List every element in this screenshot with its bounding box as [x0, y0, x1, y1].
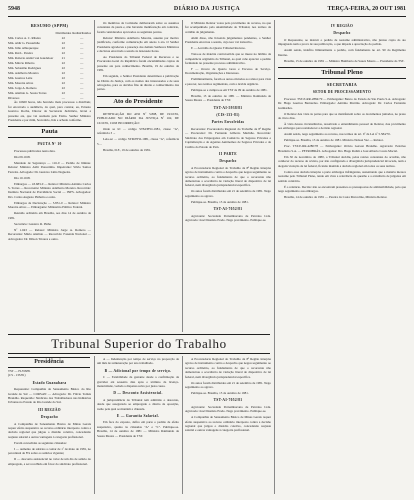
minister-name: Min. Adalberto Moreira	[8, 70, 39, 75]
paragraph: Embargos — 43.683-0 — Relator: Ministro Antônio Carlos S. Torres — Recorrente: Ministro Adalberto Moreira. Recorrido: Instituto Nacional de Previdência Social — INPS. Advogados: Drs. Carlos Augusto Pinheiro e outro.	[8, 181, 91, 199]
paragraph: Dia 09.10.81	[14, 154, 31, 159]
case-number: TST-AI-7052/81	[213, 207, 243, 212]
tst-column-2	[97, 357, 179, 494]
minister-name: Min. Júlio Albuquerque	[8, 45, 39, 50]
count-cell: —	[80, 40, 84, 45]
column-divider	[274, 20, 275, 494]
minister-name: Min. Aldir G. Passarinho	[8, 40, 40, 45]
case-reference: (CS - 133/81)	[8, 373, 26, 378]
count-cell: 22	[61, 85, 65, 90]
count-cell: 22	[61, 45, 65, 50]
paragraph: Brasília, D.F., 19 de outubro de 1981.	[103, 147, 151, 152]
count-cell: —	[80, 70, 84, 75]
column-divider	[182, 20, 183, 332]
subheading: E — Garantia Salarial.	[116, 414, 160, 419]
count-cell: —	[80, 60, 84, 65]
count-cell: —	[80, 85, 84, 90]
paragraph: Publique-se. Brasília, 13 de outubro de 1981. Ministro Nelson Vaz — Relator.	[284, 138, 384, 143]
paragraph: Preliminarmente, foram os autos enviados ao relator para vista e parecer, nos termos regimentais, com a devida urgência.	[185, 77, 271, 86]
paragraph: A — Indenização por tempo de serviço na proporção de um mês de remuneração por ano trabalhado.	[97, 357, 179, 366]
paragraph: Publique-se. Brasília, 15 de outubro de 1981.	[191, 391, 249, 396]
paragraph: Agravante: Sociedade Pernambucana de Petróleo Ltda. Agravado: José Dionísio Prado. Nego provimento. Publique-se.	[185, 404, 271, 414]
count-cell: —	[80, 90, 84, 95]
paragraph: Além disso, não havendo julgamentos pendentes, o Senhor Presidente encerrou a sessão, cujo teor vai transcrito.	[185, 35, 271, 45]
subheading: PAUTA Nº 10	[37, 142, 62, 147]
count-cell: 22	[61, 75, 65, 80]
paragraph: Secretário: Gustavo R. Pinho	[14, 221, 52, 226]
paragraph: O Requerente, ao instruir o pedido de reexame administrativo, não juntou cópia do ato impugnado nem a prova de sua publicação, o que impede a apreciação do pedido.	[278, 37, 406, 47]
paragraph: Em face do exposto, defiro em parte o pedido de efeito suspensivo, quanto às cláusulas "A" e "C". Publique-se. Brasília, 14 de outubro de 1981 — Ministro Raimundo de Souza Moura — Presidente do TST.	[97, 420, 179, 438]
region-heading: III REGIÃO	[38, 407, 61, 412]
paragraph: Brasília, 15 de outubro de 1981 — Ministro Humberto de Souza Moura — Presidente do TST.	[284, 58, 405, 63]
paragraph: Publique-se. Brasília, 15 de outubro de 1981.	[191, 199, 249, 204]
paragraph: A jurisprudência do Tribunal tem admitido o desconto, desde que assegurado ao empregado o direito de oposição, razão pela qual se mantém a cláusula.	[97, 397, 179, 411]
column-3	[185, 21, 271, 332]
paragraph: Nº 1.043 — Relator: Ministro Jorge A. Romero — Recorrente: Mário Antônio — Recorrido: Fazenda Nacional — Advogados: Dr. Dilson Tavares e outro.	[8, 227, 91, 241]
minister-name: Min. Roberto André van Gaudeloer	[8, 55, 54, 60]
case-number: TST-AI-5938/81	[213, 105, 243, 110]
count-cell: 22	[61, 60, 65, 65]
section-box-ato: Ato do Presidente	[97, 96, 179, 108]
count-cell: 22	[61, 65, 65, 70]
count-cell: 22	[61, 35, 65, 40]
count-cell: —	[80, 95, 84, 100]
paragraph: Publique-se e cumpra-se em TST de 09 de outubro de 1981.	[191, 87, 268, 92]
header-rule	[8, 16, 406, 17]
paragraph: A Procuradoria Regional do Trabalho da 8ª Região interpõe agravo de instrumento contra o despacho que negou seguimento ao recurso ordinário, ao fundamento de que o recorrente não demonstrou a ocorrência de violação literal de dispositivo de lei federal, nem divergência jurisprudencial específica.	[185, 165, 271, 188]
column-1	[8, 21, 91, 332]
paragraph: Ao Presidente do Tribunal Federal de Recursos e ao Procurador-Geral da República foram encaminhadas cópias da presente ata para conhecimento. Brasília, 19 de outubro de 1981.	[97, 55, 179, 73]
column-header: Redistribuídos	[72, 30, 91, 35]
count-cell: —	[80, 50, 84, 55]
subheading: D — Desconto Assistencial.	[113, 391, 163, 396]
count-cell: 22	[61, 70, 65, 75]
paragraph: Trata-se de matéria controvertida que se insere no âmbito da competência originária do Tribunal, ao qual cabe apreciar o pedido formulado no presente processo administrativo.	[185, 52, 271, 66]
tst-column-1	[8, 369, 91, 494]
issue-date: TERÇA-FEIRA, 20 OUT 1981	[327, 6, 406, 12]
paragraph: F — Ocorre de Quarto Grau e Excesso de Serviço. Documentação, Organizações e Interesses.	[185, 67, 271, 76]
paragraph: Contra essa decisão interpõe a parte embargos infringentes, sustentando que a matéria merece reexame pelo Tribunal Pleno, tendo em vista a relevância da questão e a existência de julgados em sentido contrário.	[278, 169, 406, 183]
paragraph: Assim sendo, indefiro liminarmente o pedido, com fundamento no art. 90 do Regimento Interno.	[278, 48, 406, 57]
section-box-tribunal-pleno: Tribunal Pleno	[278, 67, 406, 79]
paragraph: Brasília, 14 de outubro de 1981 — Pereira da Costa Marcolino, Ministro Relator.	[284, 194, 388, 199]
subheading: Partes Envolvidas	[211, 120, 245, 125]
subheading: Despacho	[219, 159, 237, 164]
distribution-table	[8, 30, 91, 100]
paragraph: Agravante: Sociedade Pernambucana de Petróleo Ltda. Agravado: José Dionísio Prado. Nego provimento. Publique-se.	[185, 213, 271, 222]
minister-name: Min. Carlos A. C. Ribeiro	[8, 35, 42, 40]
minister-name: Min. Jorge A. Romero	[8, 85, 37, 90]
minister-name: Min. Rui L. Pereira	[8, 50, 33, 55]
paragraph: C — Estabilidade da gestante desde a confirmação da gravidez até sessenta dias após o término da licença-maternidade, vedada a dispensa salvo por justa causa.	[97, 375, 179, 389]
column-divider	[182, 356, 183, 494]
paragraph: Assim sendo, nego seguimento ao recurso, nos termos do art. 9º da Lei nº 5.584/70.	[284, 132, 391, 137]
paragraph: Os membros da Comissão deliberaram sobre os assuntos constantes da pauta e, não havendo manifestação em contrário, foram considerados aprovados os seguintes pontos.	[97, 21, 179, 34]
minister-name: Min. Márcio Ribeiro	[8, 60, 35, 65]
page-header	[8, 6, 406, 16]
paragraph: Recorrente: Procuradoria Regional do Trabalho da 8ª Região — Procurador: Dr. Fernando Gilberto Marinho. Recorrido: Sindicato dos Empregados em Comércio de Seguros Privados e Capitalização e de Agentes Autônomos de Seguros Privados e de Crédito do Estado do Pará.	[185, 126, 271, 149]
column-divider	[94, 356, 95, 494]
paragraph: I — aumento de salários a contar de 1º de maio de 1981, no percentual de 8% sobre os salários vigentes;	[8, 446, 91, 456]
paragraph: Brasília, 13 de outubro de 1981 — Ministro Raimundo de Souza Moura — Presidente do TST.	[185, 93, 271, 103]
column-4	[278, 21, 406, 494]
paragraph: Processos publicados nesta data.	[14, 148, 56, 153]
paragraph: Embargos de Declaração — 5.851-0 — Relator: Ministro Moreira Alves — Embargante: Ministério Público Federal.	[8, 200, 91, 210]
section-box-pauta: Pauta	[8, 126, 91, 138]
minister-name: Min. Gueiros Leite	[8, 75, 33, 80]
count-cell: 22	[61, 50, 65, 55]
count-cell: —	[80, 75, 84, 80]
page-number: 5948	[8, 6, 20, 12]
column-divider	[94, 20, 95, 332]
case-reference: (CIS-133-81)	[216, 113, 240, 118]
case-number: TST-AI-7052/81	[213, 398, 243, 403]
minister-name: Min. Moreira Alves	[8, 80, 34, 85]
subheading: SECRETARIA	[326, 82, 358, 88]
presidencia-heading: Presidência	[8, 357, 90, 368]
paragraph: RETIFICAÇÃO DO ATO Nº 5.808, DE 19/10/81, PUBLICADO NO DIÁRIO DA JUSTIÇA Nº 162, DE 16/10/81, COM INCORREÇÃO:	[97, 111, 179, 125]
column-2	[97, 21, 179, 332]
count-cell: —	[80, 55, 84, 60]
subheading: Estado Guanabara	[32, 380, 67, 385]
minister-name: Diversos	[8, 95, 20, 100]
paragraph: Os autos foram distribuídos em 21 de setembro de 1981. Nego seguimento ao agravo.	[185, 189, 271, 198]
count-cell: 22	[61, 80, 65, 85]
paragraph: Os autos foram distribuídos em 21 de setembro de 1981. Nego seguimento ao agravo.	[185, 380, 271, 390]
subheading: B — Adicional por tempo de serviço.	[104, 368, 172, 373]
paragraph: Mandado de Segurança — 116-0 — Pedido de liminar. Relator: Ministro Aldir Passarinho. Impetrante: Silvio Santos Ferreira. Advogado: Dr. Gustavo Lima Nogueira.	[8, 160, 91, 174]
paragraph: Leia-se: ... código STM/PFO-1981, classe "A", referência 5 ...	[97, 137, 179, 146]
paragraph: Foram concedidas as seguintes cláusulas:	[14, 440, 67, 445]
paragraph: Em seguida, o Senhor Presidente determinou a publicação no Diário da Justiça, com os nomes dos interessados e de seus advogados, para os devidos fins de direito e conhecimento das partes.	[97, 74, 179, 92]
paragraph: A Companhia de Saneamento Básico de Minas Gerais requer efeito suspensivo ao recurso ordinário interposto contra a decisão regional que julgou o dissídio coletivo, concedendo reajuste salarial e outras vantagens à categoria profissional.	[8, 421, 91, 439]
paragraph: À vista dessas circunstâncias, ressalvado o entendimento pessoal do Relator, dou provimento aos embargos para restabelecer a decisão regional.	[278, 122, 406, 131]
paragraph: Dia 10.10.81	[14, 175, 31, 180]
count-cell: 21	[61, 55, 65, 60]
subheading: II PARTE	[219, 151, 237, 156]
paragraph: O Ministro Relator votou pelo provimento do recurso, no que foi acompanhado pela unanimidade do Tribunal, nos termos da certidão de julgamento.	[185, 21, 271, 34]
subheading: SETOR DE PROCESSAMENTO	[312, 90, 372, 95]
paragraph: Relator: Ministro Adalberto Moreira, ausente por motivo justificado, conforme comunicação em anexo à ata. O Senhor Presidente agradeceu a presença dos demais Senhores Ministros e declarou encerrada a sessão às dezessete horas.	[97, 35, 179, 54]
journal-title: DIÁRIO DA JUSTIÇA	[173, 6, 241, 12]
distribution-heading: RESUMO (SPPM)	[30, 23, 69, 28]
minister-name: Min. Antônio G. Souza Torres	[8, 90, 47, 95]
column-header: Distribuídos	[55, 30, 72, 35]
count-cell: —	[61, 95, 65, 100]
paragraph: É o relatório. Decido: não se encontram presentes os pressupostos de admissibilidade, pelo que nego seguimento aos embargos.	[278, 184, 406, 193]
paragraph: A Procuradoria Regional do Trabalho da 8ª Região interpõe agravo de instrumento contra o despacho que negou seguimento ao recurso ordinário, ao fundamento de que o recorrente não demonstrou a ocorrência de violação literal de dispositivo de lei federal, nem divergência jurisprudencial específica.	[185, 357, 271, 379]
paragraph: A Companhia de Saneamento Básico de Minas Gerais requer efeito suspensivo ao recurso ordinário interposto contra a decisão regional que julgou o dissídio coletivo, concedendo reajuste salarial e outras vantagens à categoria profissional.	[185, 415, 271, 433]
count-cell: —	[80, 65, 84, 70]
paragraph: Às 16h00 horas, não havendo mais processos a distribuir, foi encerrada a audiência, da qual, para constar, eu, Ernesto Gustavo Rocha, Diretor da Secretaria Judiciária, lavrei a presente ata, que vai assinada pelo Exmo. Senhor Ministro Presidente e por mim, Secretário, lida e achada conforme.	[8, 100, 91, 123]
case-number: TST — H-358/81	[8, 369, 31, 373]
count-cell: —	[80, 80, 84, 85]
minister-name: Min. Sebastião Rodrigues	[8, 65, 42, 70]
paragraph: O Relator deu vista às partes para que se manifestem sobre os documentos juntados, no prazo de cinco dias.	[278, 111, 406, 121]
subheading: Despacho	[40, 415, 59, 420]
count-cell: 22	[61, 40, 65, 45]
paragraph: II — desconto assistencial no valor de um dia de salário do empregado, a ser recolhido em favor do sindicato profissional.	[8, 457, 91, 466]
paragraph: Onde se lê: ... código STM/PFO-1981, classe "A", referência 3 ...	[97, 126, 179, 136]
paragraph: Proc. TST-E-RR-4280/78 — Embargante: Otávio Gerson Brandão. Agravado: Petróleo Brasileiro S.A. — PETROBRÁS. Advogados: Drs. Hugo Rolim e José Alberto Couto Maciel.	[278, 144, 406, 153]
paragraph: Requerente: Companhia de Saneamento Básico do Rio Grande do Sul — CORSAN — Advogado: Dr. Flávio Tomás Brandão. Requerido: Sindicato dos Trabalhadores nas Indústrias Urbanas no Estado do Rio Grande do Sul.	[8, 387, 91, 405]
paragraph: E — Acórdão do Quarto Tribunal Recurso.	[191, 46, 246, 51]
count-cell: —	[80, 35, 84, 40]
region-heading: IV REGIÃO	[330, 24, 354, 28]
tst-column-3	[185, 357, 271, 494]
paragraph: Reunião ordinária em Brasília, aos dias 14 de outubro de 1981.	[8, 211, 91, 220]
section-banner: Tribunal Superior do Trabalho	[8, 334, 270, 354]
subheading: Despacho	[333, 31, 351, 36]
count-cell: —	[80, 45, 84, 50]
paragraph: Processo: TST-E-RR-2884/79 — Embargante: Banco do Estado de São Paulo S.A. Advogado: Dr. Hugo Gueiros Bernardes. Embargado: Antônio Martins. Advogado: Dr. Carlos Fernando Guimarães.	[278, 96, 406, 110]
count-cell: 22	[61, 90, 65, 95]
paragraph: Em 30 de novembro de 1980, o Tribunal decidiu, pelas razões constantes do acórdão, não conhecer do recurso de revista, por não configurada a divergência jurisprudencial invocada, nem a alegada violação de lei federal, ficando mantida a decisão regional em todos os seus termos.	[278, 154, 406, 168]
